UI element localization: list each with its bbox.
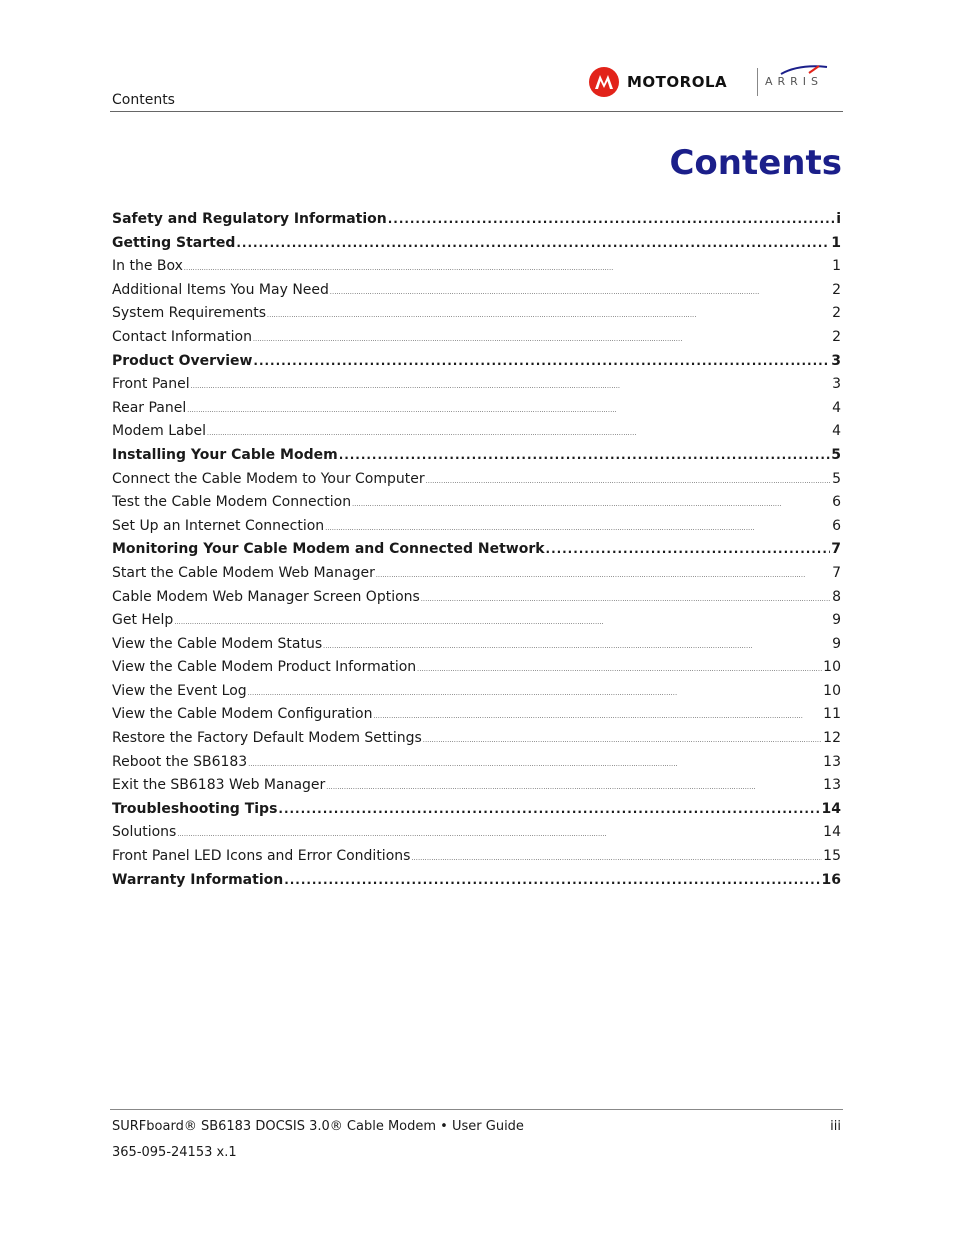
toc-dot-leader: [184, 256, 831, 270]
toc-entry-page: 9: [832, 612, 841, 629]
toc-dot-leader: [323, 634, 831, 648]
toc-entry-page: 2: [832, 305, 841, 322]
toc-entry-label: Warranty Information: [112, 871, 284, 888]
toc-dot-leader: [284, 870, 820, 884]
toc-entry-label: Solutions: [112, 824, 177, 841]
toc-entry[interactable]: [112, 492, 841, 516]
toc-entry-page: 7: [832, 564, 841, 581]
toc-entry-label: View the Event Log: [112, 682, 247, 699]
toc-entry[interactable]: [112, 610, 841, 634]
toc-dot-leader: [417, 657, 822, 671]
toc-entry-label: Modem Label: [112, 423, 207, 440]
toc-dot-leader: [423, 728, 822, 742]
toc-entry-label: Additional Items You May Need: [112, 281, 329, 298]
toc-entry-label: Installing Your Cable Modem: [112, 446, 338, 463]
toc-entry-label: System Requirements: [112, 305, 266, 322]
toc-dot-leader: [177, 822, 822, 836]
toc-entry[interactable]: [112, 539, 841, 563]
toc-entry-label: Restore the Factory Default Modem Settings: [112, 730, 422, 747]
toc-entry[interactable]: [112, 280, 841, 304]
toc-entry[interactable]: [112, 374, 841, 398]
motorola-batwing-icon: [589, 67, 619, 97]
toc-dot-leader: [373, 704, 822, 718]
toc-dot-leader: [352, 492, 831, 506]
toc-entry-page: 1: [831, 234, 841, 251]
toc-entry-label: Troubleshooting Tips: [112, 800, 278, 817]
toc-entry[interactable]: [112, 351, 841, 375]
toc-entry-page: 5: [831, 446, 841, 463]
toc-entry-page: 4: [832, 423, 841, 440]
toc-entry[interactable]: [112, 704, 841, 728]
toc-entry-label: View the Cable Modem Configuration: [112, 706, 373, 723]
footer-page-number: iii: [830, 1119, 841, 1134]
toc-entry-label: Product Overview: [112, 352, 253, 369]
toc-entry-page: 12: [823, 730, 841, 747]
toc-entry[interactable]: [112, 681, 841, 705]
toc-dot-leader: [325, 516, 831, 530]
toc-entry-label: Monitoring Your Cable Modem and Connected Network: [112, 541, 545, 558]
toc-entry-page: 11: [823, 706, 841, 723]
toc-dot-leader: [388, 209, 835, 223]
toc-entry-label: Front Panel LED Icons and Error Conditions: [112, 848, 411, 865]
toc-entry[interactable]: [112, 209, 841, 233]
toc-dot-leader: [546, 539, 831, 553]
toc-entry[interactable]: [112, 256, 841, 280]
toc-dot-leader: [330, 280, 831, 294]
toc-entry[interactable]: [112, 398, 841, 422]
toc-entry-page: 7: [831, 541, 841, 558]
toc-dot-leader: [191, 374, 831, 388]
toc-entry-page: 2: [832, 328, 841, 345]
toc-entry-page: 6: [832, 494, 841, 511]
toc-dot-leader: [253, 327, 831, 341]
toc-entry-label: Reboot the SB6183: [112, 753, 248, 770]
toc-entry-label: Rear Panel: [112, 399, 187, 416]
toc-entry-page: 13: [823, 777, 841, 794]
toc-dot-leader: [253, 351, 830, 365]
motorola-wordmark: MOTOROLA: [627, 73, 728, 91]
toc-entry[interactable]: [112, 327, 841, 351]
toc-entry-page: 6: [832, 517, 841, 534]
toc-entry-page: 1: [832, 258, 841, 275]
toc-entry-page: 8: [832, 588, 841, 605]
toc-entry[interactable]: [112, 822, 841, 846]
toc-dot-leader: [248, 752, 822, 766]
toc-entry[interactable]: [112, 846, 841, 870]
toc-entry-label: Test the Cable Modem Connection: [112, 494, 352, 511]
toc-dot-leader: [376, 563, 831, 577]
footer-rule: [110, 1109, 843, 1110]
toc-dot-leader: [278, 799, 820, 813]
toc-entry-page: i: [836, 211, 841, 227]
toc-dot-leader: [411, 846, 822, 860]
toc-entry-label: Safety and Regulatory Information: [112, 211, 387, 227]
toc-entry[interactable]: [112, 634, 841, 658]
toc-entry[interactable]: [112, 728, 841, 752]
brand-logo: [589, 64, 834, 100]
arris-wordmark: ARRIS: [765, 75, 824, 88]
toc-dot-leader: [426, 469, 831, 483]
toc-dot-leader: [339, 445, 831, 459]
toc-entry[interactable]: [112, 233, 841, 257]
toc-entry-label: Start the Cable Modem Web Manager: [112, 564, 375, 581]
toc-dot-leader: [174, 610, 831, 624]
toc-dot-leader: [248, 681, 823, 695]
toc-entry-page: 14: [823, 824, 841, 841]
toc-entry-page: 13: [823, 753, 841, 770]
toc-entry-label: In the Box: [112, 258, 183, 275]
toc-dot-leader: [236, 233, 830, 247]
running-head: Contents: [112, 92, 175, 108]
toc-entry-page: 3: [832, 376, 841, 393]
toc-entry-label: Front Panel: [112, 376, 190, 393]
toc-entry-page: 10: [823, 682, 841, 699]
toc-entry[interactable]: [112, 657, 841, 681]
toc-entry-page: 16: [821, 871, 841, 888]
toc-entry[interactable]: [112, 469, 841, 493]
toc-entry[interactable]: [112, 421, 841, 445]
toc-entry[interactable]: [112, 587, 841, 611]
toc-entry[interactable]: [112, 303, 841, 327]
toc-entry-label: Contact Information: [112, 328, 252, 345]
toc-entry-label: View the Cable Modem Status: [112, 635, 323, 652]
toc-entry-page: 14: [821, 800, 841, 817]
toc-entry[interactable]: [112, 870, 841, 894]
toc-entry-page: 3: [831, 352, 841, 369]
toc-entry[interactable]: [112, 775, 841, 799]
toc-entry-label: Set Up an Internet Connection: [112, 517, 325, 534]
toc-dot-leader: [421, 587, 831, 601]
footer-product-line: SURFboard® SB6183 DOCSIS 3.0® Cable Modem • User Guide: [112, 1119, 524, 1134]
toc-entry[interactable]: [112, 799, 841, 823]
toc-entry-label: View the Cable Modem Product Information: [112, 659, 417, 676]
toc-entry-page: 2: [832, 281, 841, 298]
table-of-contents: [112, 209, 841, 893]
page-title: Contents: [669, 143, 842, 183]
toc-entry-label: Get Help: [112, 612, 174, 629]
toc-dot-leader: [187, 398, 831, 412]
toc-entry-page: 4: [832, 399, 841, 416]
toc-entry-page: 15: [823, 848, 841, 865]
toc-entry-page: 9: [832, 635, 841, 652]
toc-entry-page: 10: [823, 659, 841, 676]
toc-entry-label: Cable Modem Web Manager Screen Options: [112, 588, 420, 605]
toc-entry[interactable]: [112, 563, 841, 587]
toc-entry-label: Getting Started: [112, 234, 236, 251]
toc-entry[interactable]: [112, 752, 841, 776]
header-rule: [110, 111, 843, 112]
toc-dot-leader: [326, 775, 822, 789]
toc-entry-label: Connect the Cable Modem to Your Computer: [112, 470, 425, 487]
logo-divider: [757, 68, 758, 96]
toc-entry-label: Exit the SB6183 Web Manager: [112, 777, 326, 794]
footer-doc-number: 365-095-24153 x.1: [112, 1145, 237, 1160]
toc-dot-leader: [207, 421, 831, 435]
toc-entry[interactable]: [112, 516, 841, 540]
toc-dot-leader: [267, 303, 831, 317]
toc-entry-page: 5: [832, 470, 841, 487]
toc-entry[interactable]: [112, 445, 841, 469]
